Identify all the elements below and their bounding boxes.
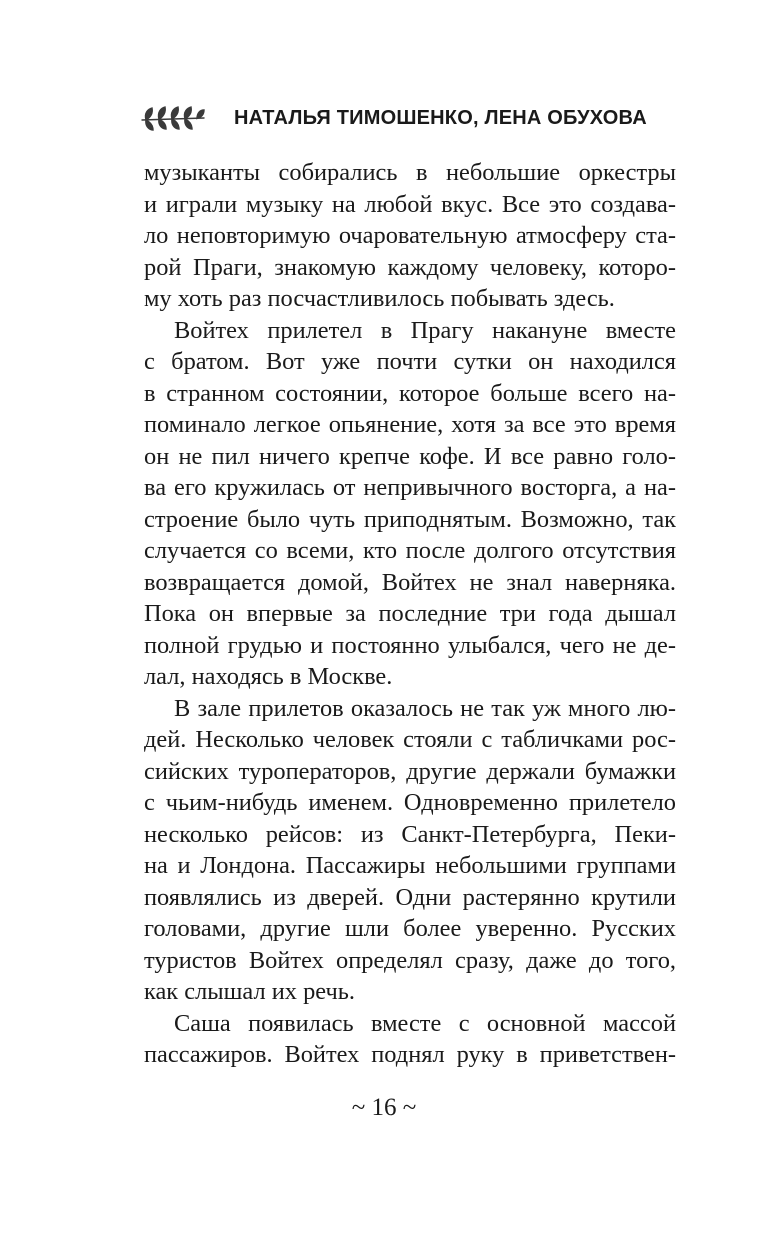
text-line: на и Лондона. Пассажиры небольшими группами bbox=[144, 852, 676, 879]
text-line: возвращается домой, Войтех не знал наверняка. bbox=[144, 568, 676, 596]
text-line: поминало легкое опьянение, хотя за все это время bbox=[144, 411, 676, 438]
text-line: с братом. Вот уже почти сутки он находился bbox=[144, 348, 676, 375]
text-line: несколько рейсов: из Санкт-Петербурга, Пеки- bbox=[144, 820, 676, 848]
text-line: дей. Несколько человек стояли с табличками рос- bbox=[144, 726, 676, 753]
text-line: и играли музыку на любой вкус. Все это создава- bbox=[144, 190, 676, 218]
text-line: он не пил ничего крепче кофе. И все равно голо- bbox=[144, 442, 676, 470]
text-line: появлялись из дверей. Одни растерянно крутили bbox=[144, 883, 676, 911]
text-line: музыканты собирались в небольшие оркестры bbox=[144, 159, 676, 186]
text-line: случается со всеми, кто после долгого отсутствия bbox=[144, 537, 676, 564]
text-line: В зале прилетов оказалось не так уж много лю- bbox=[174, 694, 676, 722]
text-line: лал, находясь в Москве. bbox=[144, 663, 393, 690]
text-line: туристов Войтех определял сразу, даже до того, bbox=[144, 946, 676, 974]
text-line: му хоть раз посчастливилось побывать здесь. bbox=[144, 285, 615, 312]
text-line: полной грудью и постоянно улыбался, чего не де- bbox=[144, 631, 676, 659]
running-head bbox=[140, 98, 660, 138]
text-line: Саша появилась вместе с основной массой bbox=[174, 1009, 676, 1037]
laurel-branch-icon bbox=[140, 103, 206, 133]
text-line: с чьим-нибудь именем. Одновременно прилетело bbox=[144, 789, 676, 816]
text-line: Войтех прилетел в Прагу накануне вместе bbox=[174, 316, 676, 344]
text-line: ва его кружилась от непривычного восторга, а на- bbox=[144, 474, 676, 501]
text-line: строение было чуть приподнятым. Возможно, так bbox=[144, 505, 676, 533]
running-head-authors: НАТАЛЬЯ ТИМОШЕНКО, ЛЕНА ОБУХОВА bbox=[234, 106, 647, 129]
text-line: пассажиров. Войтех поднял руку в приветствен- bbox=[144, 1041, 676, 1068]
text-line: рой Праги, знакомую каждому человеку, которо- bbox=[144, 253, 676, 281]
text-line: в странном состоянии, которое больше всего на- bbox=[144, 379, 676, 407]
body-text bbox=[144, 157, 676, 1071]
page-number: ~ 16 ~ bbox=[351, 1094, 417, 1121]
text-line: как слышал их речь. bbox=[144, 978, 355, 1005]
text-line: головами, другие шли более уверенно. Русских bbox=[144, 915, 676, 942]
text-line: ло неповторимую очаровательную атмосферу ста- bbox=[144, 222, 676, 249]
text-line: Пока он впервые за последние три года дышал bbox=[144, 600, 676, 627]
text-line: сийских туроператоров, другие держали бумажки bbox=[144, 757, 676, 785]
